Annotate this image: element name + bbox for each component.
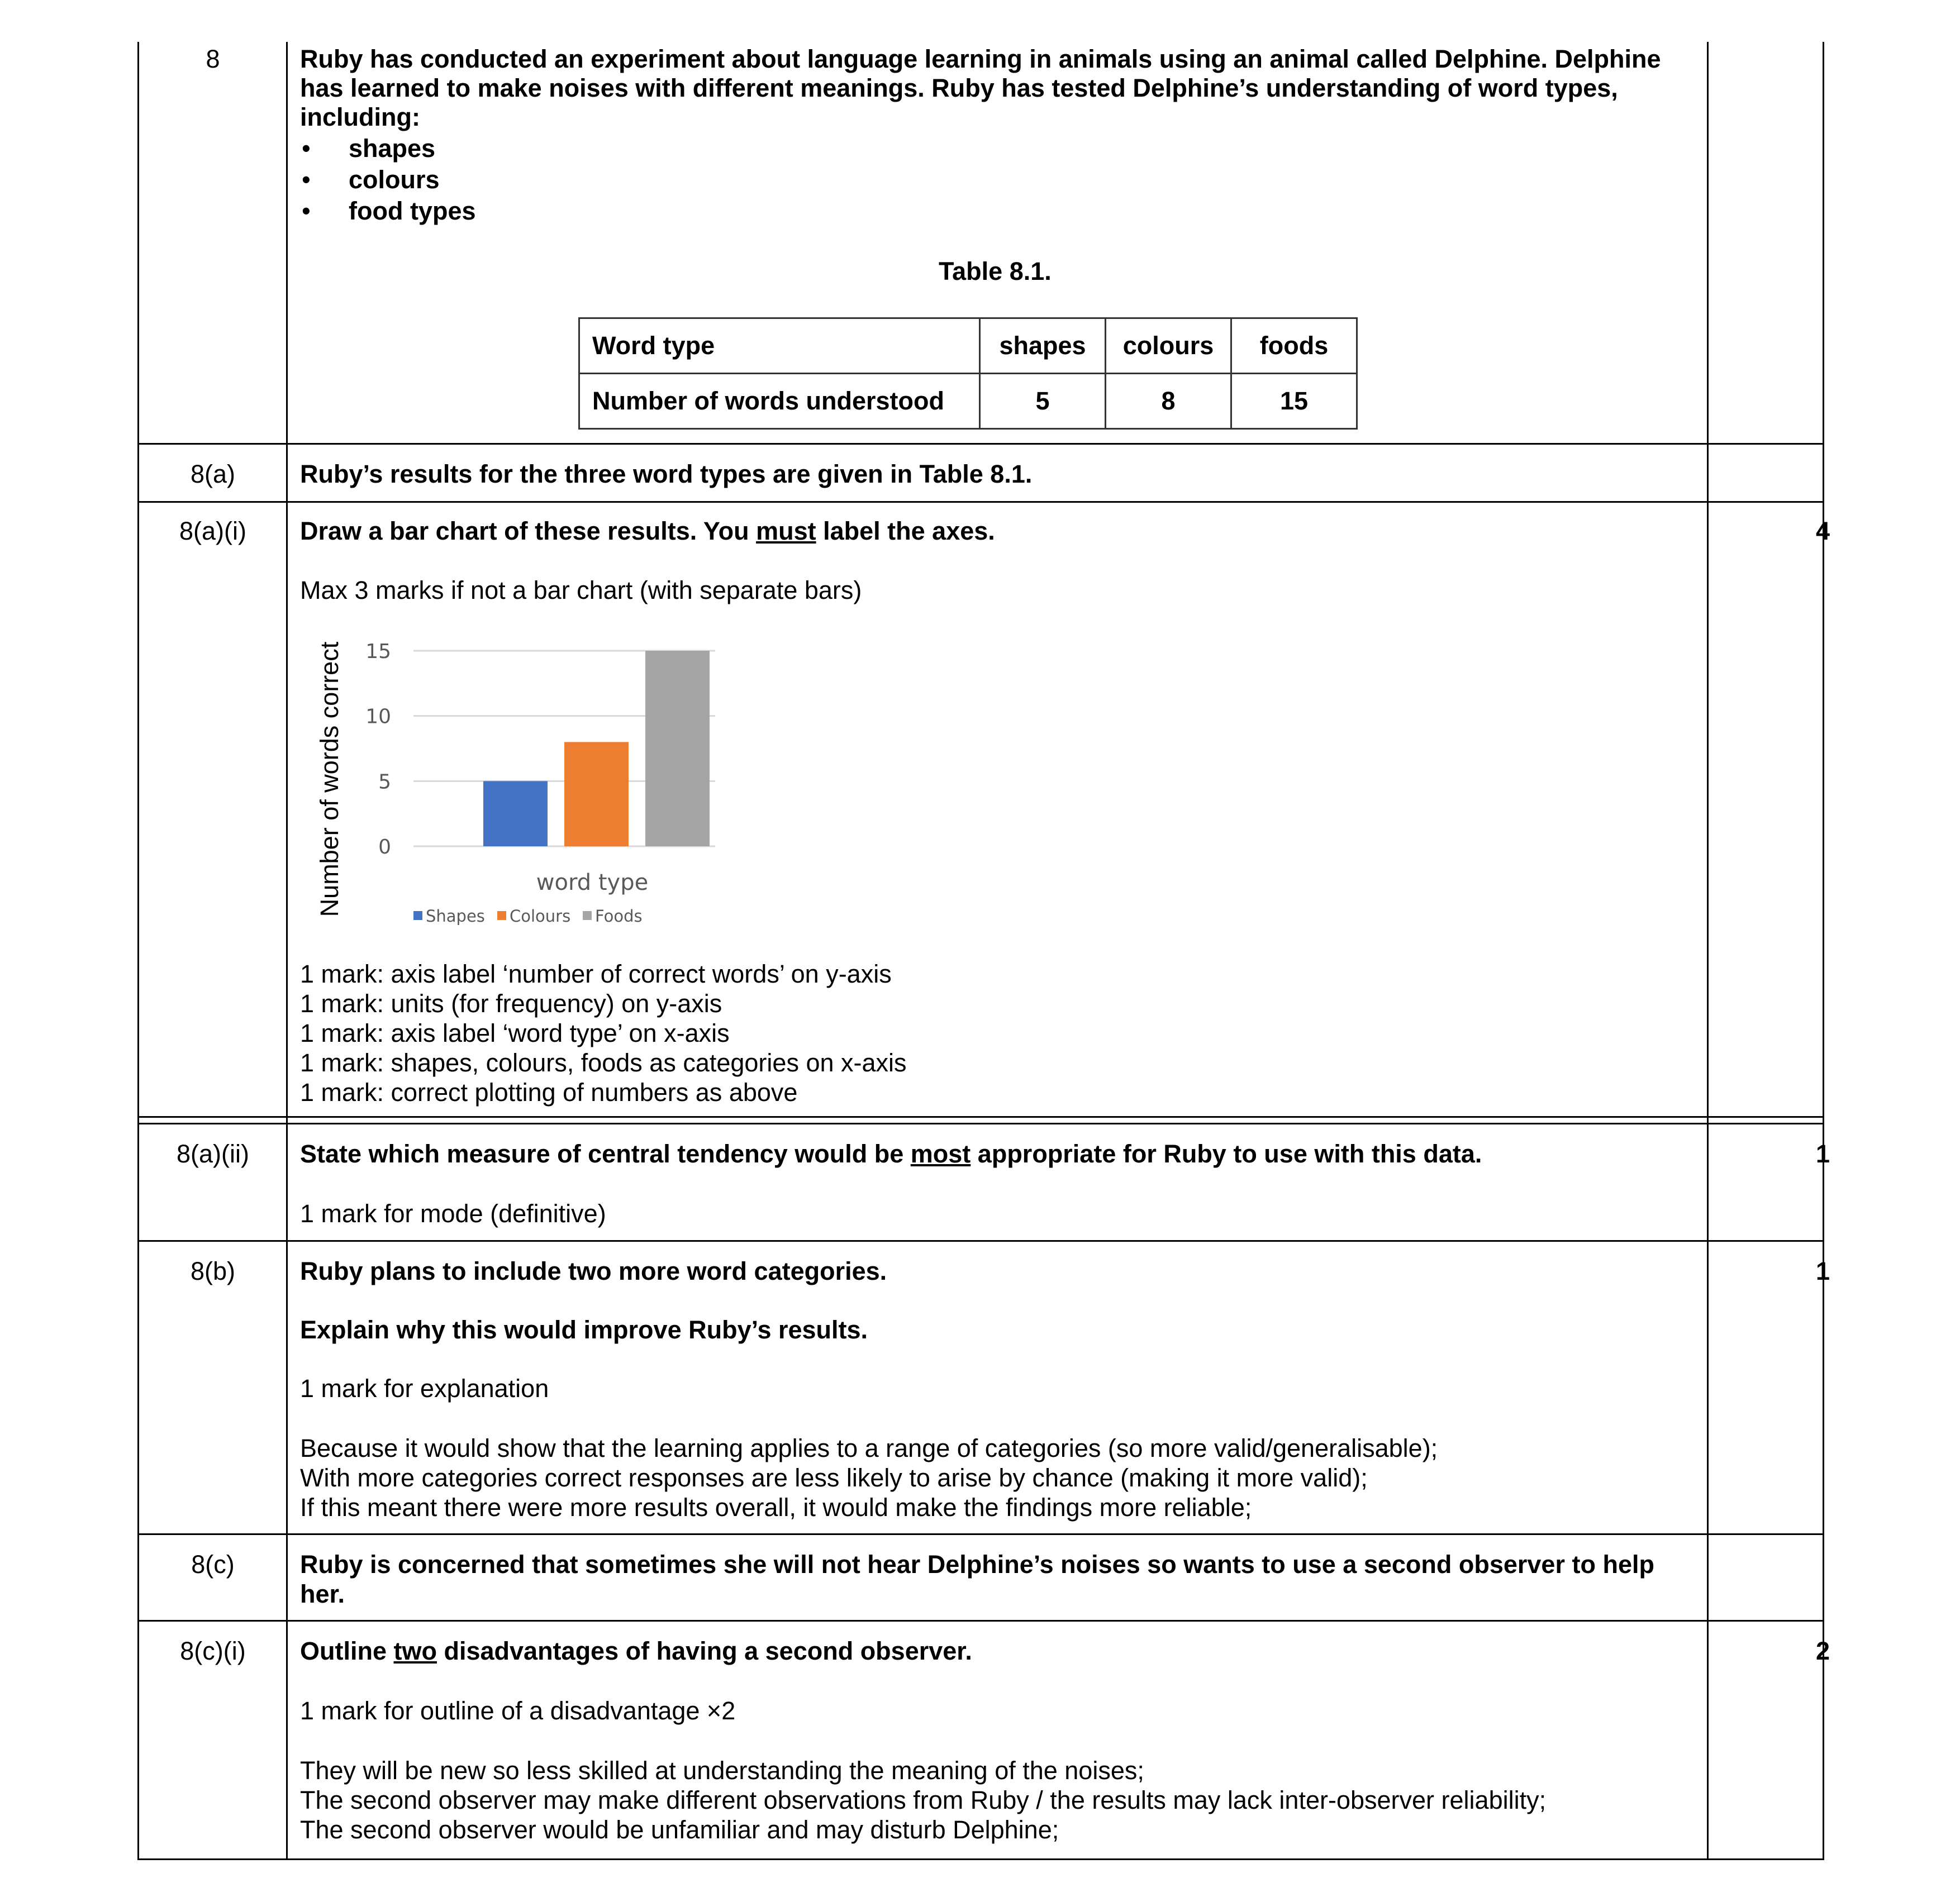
question-text-part: appropriate for Ruby to use with this data. xyxy=(971,1140,1482,1168)
row-divider xyxy=(137,501,1824,503)
chart-bar-shapes xyxy=(483,781,548,846)
chart-legend-swatch xyxy=(583,911,592,920)
scheme-line: 1 mark: correct plotting of numbers as above xyxy=(300,1078,798,1107)
question-stem-line: including: xyxy=(300,103,420,131)
table-border-left xyxy=(137,42,139,1860)
row-divider xyxy=(137,1533,1824,1535)
bullet-item: shapes xyxy=(349,134,436,163)
answer-text: 1 mark for mode (definitive) xyxy=(300,1199,606,1228)
marks-value: 1 xyxy=(1815,1140,1830,1168)
chart-x-axis-label: word type xyxy=(536,870,649,895)
table-cell: colours xyxy=(1106,318,1231,374)
question-number: 8(c) xyxy=(191,1550,235,1579)
question-text: her. xyxy=(300,1580,345,1608)
row-divider xyxy=(137,1116,1824,1118)
question-stem-line: has learned to make noises with different meanings. Ruby has tested Delphine’s understanding of word types, xyxy=(300,74,1618,102)
emphasis-word: two xyxy=(393,1637,437,1665)
question-text xyxy=(300,1140,1482,1169)
table-cell: 8 xyxy=(1106,374,1231,429)
row-divider xyxy=(137,443,1824,445)
answer-line: They will be new so less skilled at understanding the meaning of the noises; xyxy=(300,1756,1144,1785)
question-text: Ruby plans to include two more word categories. xyxy=(300,1257,887,1285)
question-number: 8 xyxy=(206,45,220,73)
question-text-part: label the axes. xyxy=(816,517,995,545)
marks-value: 1 xyxy=(1815,1257,1830,1285)
chart-legend-label: Shapes xyxy=(426,907,485,926)
chart-y-tick-label: 0 xyxy=(378,836,391,859)
chart-bar-colours xyxy=(564,742,629,846)
bar-chart xyxy=(313,626,738,938)
table-cell: Number of words understood xyxy=(579,374,980,429)
question-text: Ruby’s results for the three word types are given in Table 8.1. xyxy=(300,460,1033,488)
bullet-icon: • xyxy=(302,134,311,163)
chart-legend xyxy=(413,907,643,926)
scheme-line: 1 mark: axis label ‘number of correct words’ on y-axis xyxy=(300,960,892,988)
bullet-item: food types xyxy=(349,197,476,225)
bullet-item: colours xyxy=(349,165,440,194)
row-divider xyxy=(137,1620,1824,1622)
question-stem-line: Ruby has conducted an experiment about language learning in animals using an animal called Delphine. Delphine xyxy=(300,45,1661,73)
chart-y-tick-label: 5 xyxy=(378,770,391,794)
table-caption: Table 8.1. xyxy=(939,257,1052,285)
chart-y-tick-label: 15 xyxy=(365,640,391,663)
marking-note: 1 mark for outline of a disadvantage ×2 xyxy=(300,1696,736,1725)
chart-bar-foods xyxy=(645,651,710,846)
question-text-part: Outline xyxy=(300,1637,394,1665)
table-cell: shapes xyxy=(980,318,1106,374)
table-cell: foods xyxy=(1231,318,1357,374)
scheme-line: 1 mark: axis label ‘word type’ on x-axis xyxy=(300,1019,730,1047)
marking-note: Max 3 marks if not a bar chart (with separate bars) xyxy=(300,576,862,604)
question-text: Ruby is concerned that sometimes she will not hear Delphine’s noises so wants to use a second observer to help xyxy=(300,1550,1654,1579)
chart-legend-label: Colours xyxy=(510,907,571,926)
question-number: 8(a)(ii) xyxy=(177,1140,249,1168)
answer-line: The second observer may make different observations from Ruby / the results may lack inter-observer reliability; xyxy=(300,1786,1547,1814)
table-divider-question xyxy=(286,42,288,1860)
scheme-line: 1 mark: shapes, colours, foods as categories on x-axis xyxy=(300,1048,907,1077)
table-border-bottom xyxy=(137,1858,1824,1860)
question-text: Explain why this would improve Ruby’s results. xyxy=(300,1315,868,1344)
row-divider xyxy=(137,1123,1824,1124)
chart-legend-swatch xyxy=(413,911,422,920)
table-divider-marks xyxy=(1707,42,1709,1860)
question-number: 8(c)(i) xyxy=(180,1637,246,1665)
marks-value: 2 xyxy=(1815,1637,1830,1665)
table-cell: 5 xyxy=(980,374,1106,429)
table-cell: 15 xyxy=(1231,374,1357,429)
chart-bars xyxy=(483,651,710,846)
question-text-part: State which measure of central tendency would be xyxy=(300,1140,911,1168)
chart-y-ticks xyxy=(365,640,391,859)
bullet-icon: • xyxy=(302,197,311,225)
question-text-part: Draw a bar chart of these results. You xyxy=(300,517,757,545)
chart-legend-swatch xyxy=(497,911,506,920)
chart-y-axis-label: Number of words correct xyxy=(315,641,344,917)
marking-note: 1 mark for explanation xyxy=(300,1374,549,1403)
question-text xyxy=(300,1637,972,1666)
word-type-table xyxy=(578,317,1358,430)
chart-y-tick-label: 10 xyxy=(365,705,391,728)
table-row xyxy=(579,318,1357,374)
table-row xyxy=(579,374,1357,429)
question-number: 8(a) xyxy=(190,460,236,488)
scheme-line: 1 mark: units (for frequency) on y-axis xyxy=(300,989,722,1018)
chart-legend-label: Foods xyxy=(595,907,643,926)
emphasis-word: most xyxy=(910,1140,971,1168)
row-divider xyxy=(137,1240,1824,1242)
table-border-right xyxy=(1823,42,1824,1860)
question-number: 8(b) xyxy=(190,1257,236,1285)
answer-line: With more categories correct responses are less likely to arise by chance (making it more valid); xyxy=(300,1464,1368,1492)
question-text xyxy=(300,517,995,546)
bullet-icon: • xyxy=(302,165,311,194)
answer-line: The second observer would be unfamiliar and may disturb Delphine; xyxy=(300,1815,1059,1844)
marks-value: 4 xyxy=(1815,517,1830,545)
question-number: 8(a)(i) xyxy=(179,517,246,545)
answer-line: Because it would show that the learning applies to a range of categories (so more valid/generalisable); xyxy=(300,1434,1438,1462)
answer-line: If this meant there were more results overall, it would make the findings more reliable; xyxy=(300,1493,1252,1522)
question-text-part: disadvantages of having a second observer. xyxy=(436,1637,972,1665)
table-cell: Word type xyxy=(579,318,980,374)
emphasis-word: must xyxy=(756,517,816,545)
